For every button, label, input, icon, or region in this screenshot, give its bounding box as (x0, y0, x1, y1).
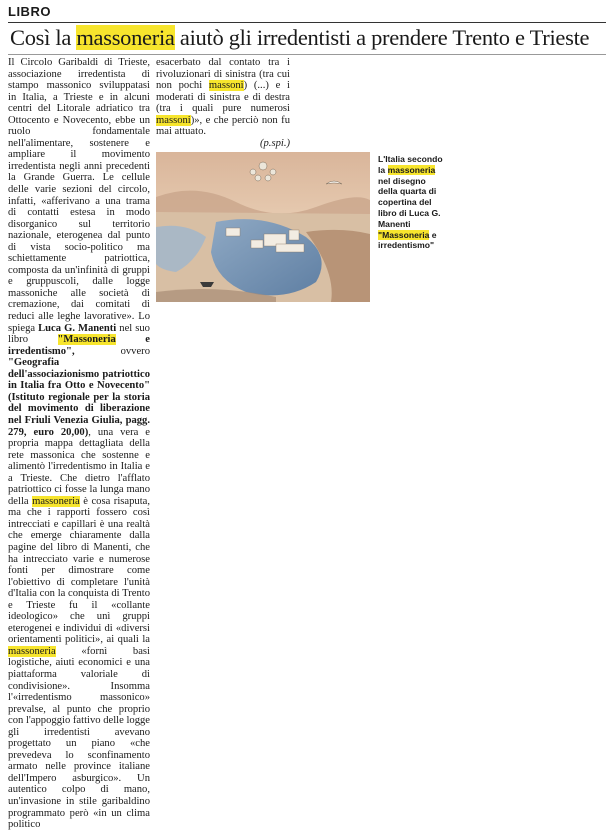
caption-text: L'Italia secondo la (378, 154, 443, 175)
text-run: nel suo libro (8, 322, 150, 346)
caption-highlight: massoneria (387, 164, 436, 175)
book-subtitle: "Geografia dell'associazionismo patriottico in Italia fra Otto e Novecento" (Istituto regionale per la storia del movimento di liberazione nel Friuli Venezia Giulia, pagg. 279, euro 20,00) (8, 357, 150, 438)
text-run: ) (...) e i moderati di sinistra e di destra (tra i quali pure numerosi (156, 80, 290, 115)
highlight-massoneria-1: massoneria (32, 495, 80, 507)
article-column-1 (8, 57, 150, 831)
headline-part-2: aiutò gli irredentisti a prendere Trento e Trieste (174, 25, 590, 50)
text-run: Lo spiega (8, 311, 150, 334)
text-run: è cosa risaputa, ma che i rapporti fossero così intrecciati e capillari è una realtà che emerge chiaramente dalla pagine del libro di Manenti, che ha intrecciato varie e numerose fonti per dimostrare come l'obiettivo di completare l'unità d'Italia con la conquista di Trento e Trieste fu il «collante ideologico» che unì gruppi eterogenei e individui di «diversi orientamenti politici», ai quali la (8, 495, 150, 646)
headline-part-1: Così la (10, 25, 77, 50)
top-rule (8, 22, 606, 23)
illustration-svg (156, 152, 370, 302)
highlight-massoni-2: massoni (156, 114, 191, 126)
text-run: esacerbato dal contato tra i rivoluzionari di sinistra (tra cui non pochi (156, 57, 290, 92)
highlight-massoneria-2: massoneria (8, 645, 56, 657)
section-label: LIBRO (8, 4, 51, 19)
headline-rule (8, 54, 606, 55)
headline-highlight: massoneria (76, 25, 175, 50)
text-run: «fornì basi logistiche, aiuti economici e una piattaforma valoriale di condivisione». Insomma l'«irredentismo massonico» prevalse, al punto che proprio con l'appoggio fattivo delle logge gli irredentisti avevano progettato un piano «che prevedeva lo sconfinamento armato nelle province italiane dell'Impero asburgico». Un autentico colpo di mano, un'invasione in stile garibaldino programmato però «in un clima politico (8, 645, 150, 831)
caption-text: nel disegno della quarta di copertina del libro di Luca G. Manenti (378, 175, 441, 229)
intro-text: Il Circolo Garibaldi di Trieste, associazione irredentista di stampo massonico sviluppatasi in Italia, a Trieste e in alcuni centri del Litorale adriatico tra Ottocento e Novecento, ebbe un ruolo fondamentale nell'alimentare, sostenere e ampliare il movimento irredentista negli anni precedenti la Grande Guerra. Le cellule delle varie sezioni del circolo, infatti, «afferivano a una trama di contatti estesa in modo disorganico sul territorio nazionale, eterogenea dal punto di vista socio-politico ma schiettamente patriottica, composta da un'infinità di gruppi e gruppuscoli, dalle logge massoniche alle società di cremazione, dai comitati di reduci alle leghe lavorative». (8, 57, 150, 323)
caption-book-rest: e irredentismo" (378, 229, 437, 251)
illustration-italy-map (156, 152, 370, 302)
article-paragraph (8, 57, 150, 831)
article-column-2 (156, 57, 290, 149)
author-signature: (p.spi.) (259, 137, 290, 149)
text-run: )», e che perciò non fu mai attuato. (156, 114, 290, 138)
author-name: Luca G. Manenti (38, 322, 117, 334)
highlight-massoni-1: massoni (208, 80, 244, 92)
article-paragraph-end (156, 57, 290, 149)
headline (10, 24, 610, 52)
text-run: , una vera e propria mappa dettagliata della rete massonica che sostenne e alimentò l'irredentismo in Italia e a Trieste. Che dietro l'afflato patriottico ci fosse la lunga mano della (8, 426, 150, 507)
text-run: ovvero (74, 345, 150, 357)
caption-book-highlight: "Massoneria (378, 229, 430, 240)
book-title-highlight: "Massoneria (57, 334, 116, 346)
photo-caption (378, 154, 446, 251)
book-title-rest: e irredentismo", (8, 334, 150, 357)
